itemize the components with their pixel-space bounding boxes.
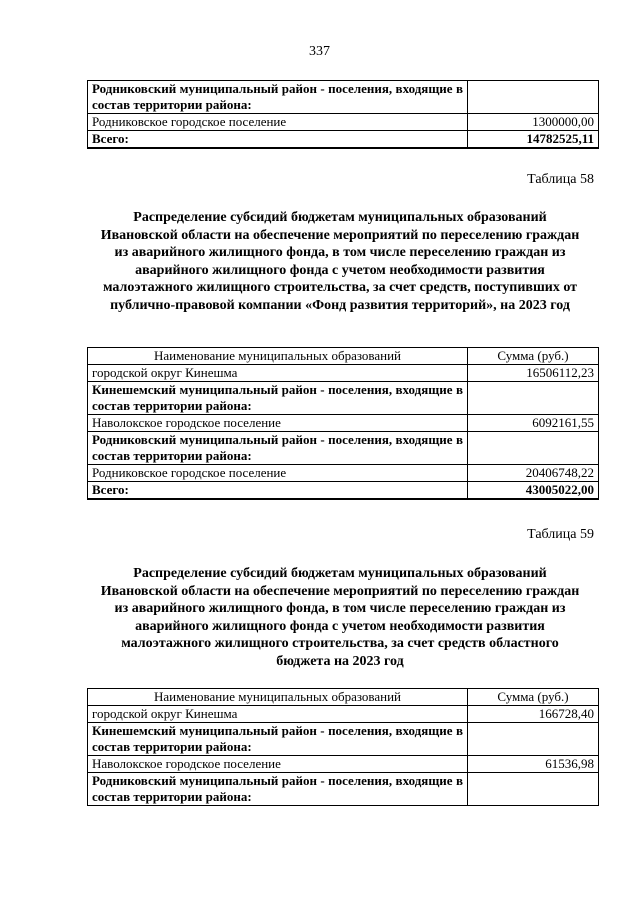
municipality-name-cell: городской округ Кинешма bbox=[88, 365, 468, 382]
table-58-rows bbox=[88, 365, 599, 500]
district-row bbox=[88, 773, 599, 806]
amount-cell bbox=[468, 773, 599, 806]
amount-cell bbox=[468, 432, 599, 465]
table-row bbox=[88, 415, 599, 432]
municipality-name-cell: Родниковское городское поселение bbox=[88, 114, 468, 131]
municipality-name-cell: Кинешемский муниципальный район - поселения, входящие в состав территории района: bbox=[88, 723, 468, 756]
municipality-name-cell: городской округ Кинешма bbox=[88, 706, 468, 723]
amount-cell bbox=[468, 81, 599, 114]
table-59-body bbox=[88, 689, 599, 706]
municipality-name-cell: Родниковское городское поселение bbox=[88, 465, 468, 482]
page-number: 337 bbox=[309, 44, 330, 59]
amount-cell: 14782525,11 bbox=[468, 131, 599, 149]
amount-cell bbox=[468, 382, 599, 415]
column-header-name: Наименование муниципальных образований bbox=[88, 689, 468, 706]
amount-cell: 20406748,22 bbox=[468, 465, 599, 482]
municipality-name-cell: Родниковский муниципальный район - поселения, входящие в состав территории района: bbox=[88, 81, 468, 114]
district-row bbox=[88, 81, 599, 114]
table-header-row bbox=[88, 689, 599, 706]
column-header-amount: Сумма (руб.) bbox=[468, 348, 599, 365]
municipality-name-cell: Всего: bbox=[88, 482, 468, 500]
continued-table-body bbox=[88, 81, 599, 149]
amount-cell: 43005022,00 bbox=[468, 482, 599, 500]
table-59-label: Таблица 59 bbox=[527, 527, 594, 542]
municipality-name-cell: Наволокское городское поселение bbox=[88, 415, 468, 432]
district-row bbox=[88, 432, 599, 465]
district-row bbox=[88, 382, 599, 415]
amount-cell bbox=[468, 723, 599, 756]
amount-cell: 6092161,55 bbox=[468, 415, 599, 432]
district-row bbox=[88, 723, 599, 756]
table-header-row bbox=[88, 348, 599, 365]
table-row bbox=[88, 365, 599, 382]
total-row bbox=[88, 131, 599, 149]
table-58-label: Таблица 58 bbox=[527, 172, 594, 187]
amount-cell: 61536,98 bbox=[468, 756, 599, 773]
table-row bbox=[88, 114, 599, 131]
column-header-amount: Сумма (руб.) bbox=[468, 689, 599, 706]
table-59-heading: Распределение субсидий бюджетам муниципальных образований Ивановской области на обеспечение мероприятий по переселению граждан из аварийного жилищного фонда, в том числе переселению граждан из аварийного жилищного фонда с учетом необходимости развития малоэтажного жилищного строительства, за счет средств областного бюджета на 2023 год bbox=[100, 566, 580, 669]
table-58 bbox=[87, 347, 599, 500]
continued-table bbox=[87, 80, 599, 149]
municipality-name-cell: Всего: bbox=[88, 131, 468, 149]
amount-cell: 16506112,23 bbox=[468, 365, 599, 382]
table-row bbox=[88, 465, 599, 482]
table-row bbox=[88, 756, 599, 773]
table-58-heading: Распределение субсидий бюджетам муниципальных образований Ивановской области на обеспечение мероприятий по переселению граждан из аварийного жилищного фонда, в том числе переселению граждан из аварийного жилищного фонда с учетом необходимости развития малоэтажного жилищного строительства, за счет средств, поступивших от публично-правовой компании «Фонд развития территорий», на 2023 год bbox=[100, 210, 580, 313]
municipality-name-cell: Родниковский муниципальный район - поселения, входящие в состав территории района: bbox=[88, 773, 468, 806]
table-59-rows bbox=[88, 706, 599, 806]
municipality-name-cell: Кинешемский муниципальный район - поселения, входящие в состав территории района: bbox=[88, 382, 468, 415]
table-row bbox=[88, 706, 599, 723]
column-header-name: Наименование муниципальных образований bbox=[88, 348, 468, 365]
table-59 bbox=[87, 688, 599, 806]
municipality-name-cell: Родниковский муниципальный район - поселения, входящие в состав территории района: bbox=[88, 432, 468, 465]
table-58-body bbox=[88, 348, 599, 365]
municipality-name-cell: Наволокское городское поселение bbox=[88, 756, 468, 773]
amount-cell: 1300000,00 bbox=[468, 114, 599, 131]
amount-cell: 166728,40 bbox=[468, 706, 599, 723]
total-row bbox=[88, 482, 599, 500]
